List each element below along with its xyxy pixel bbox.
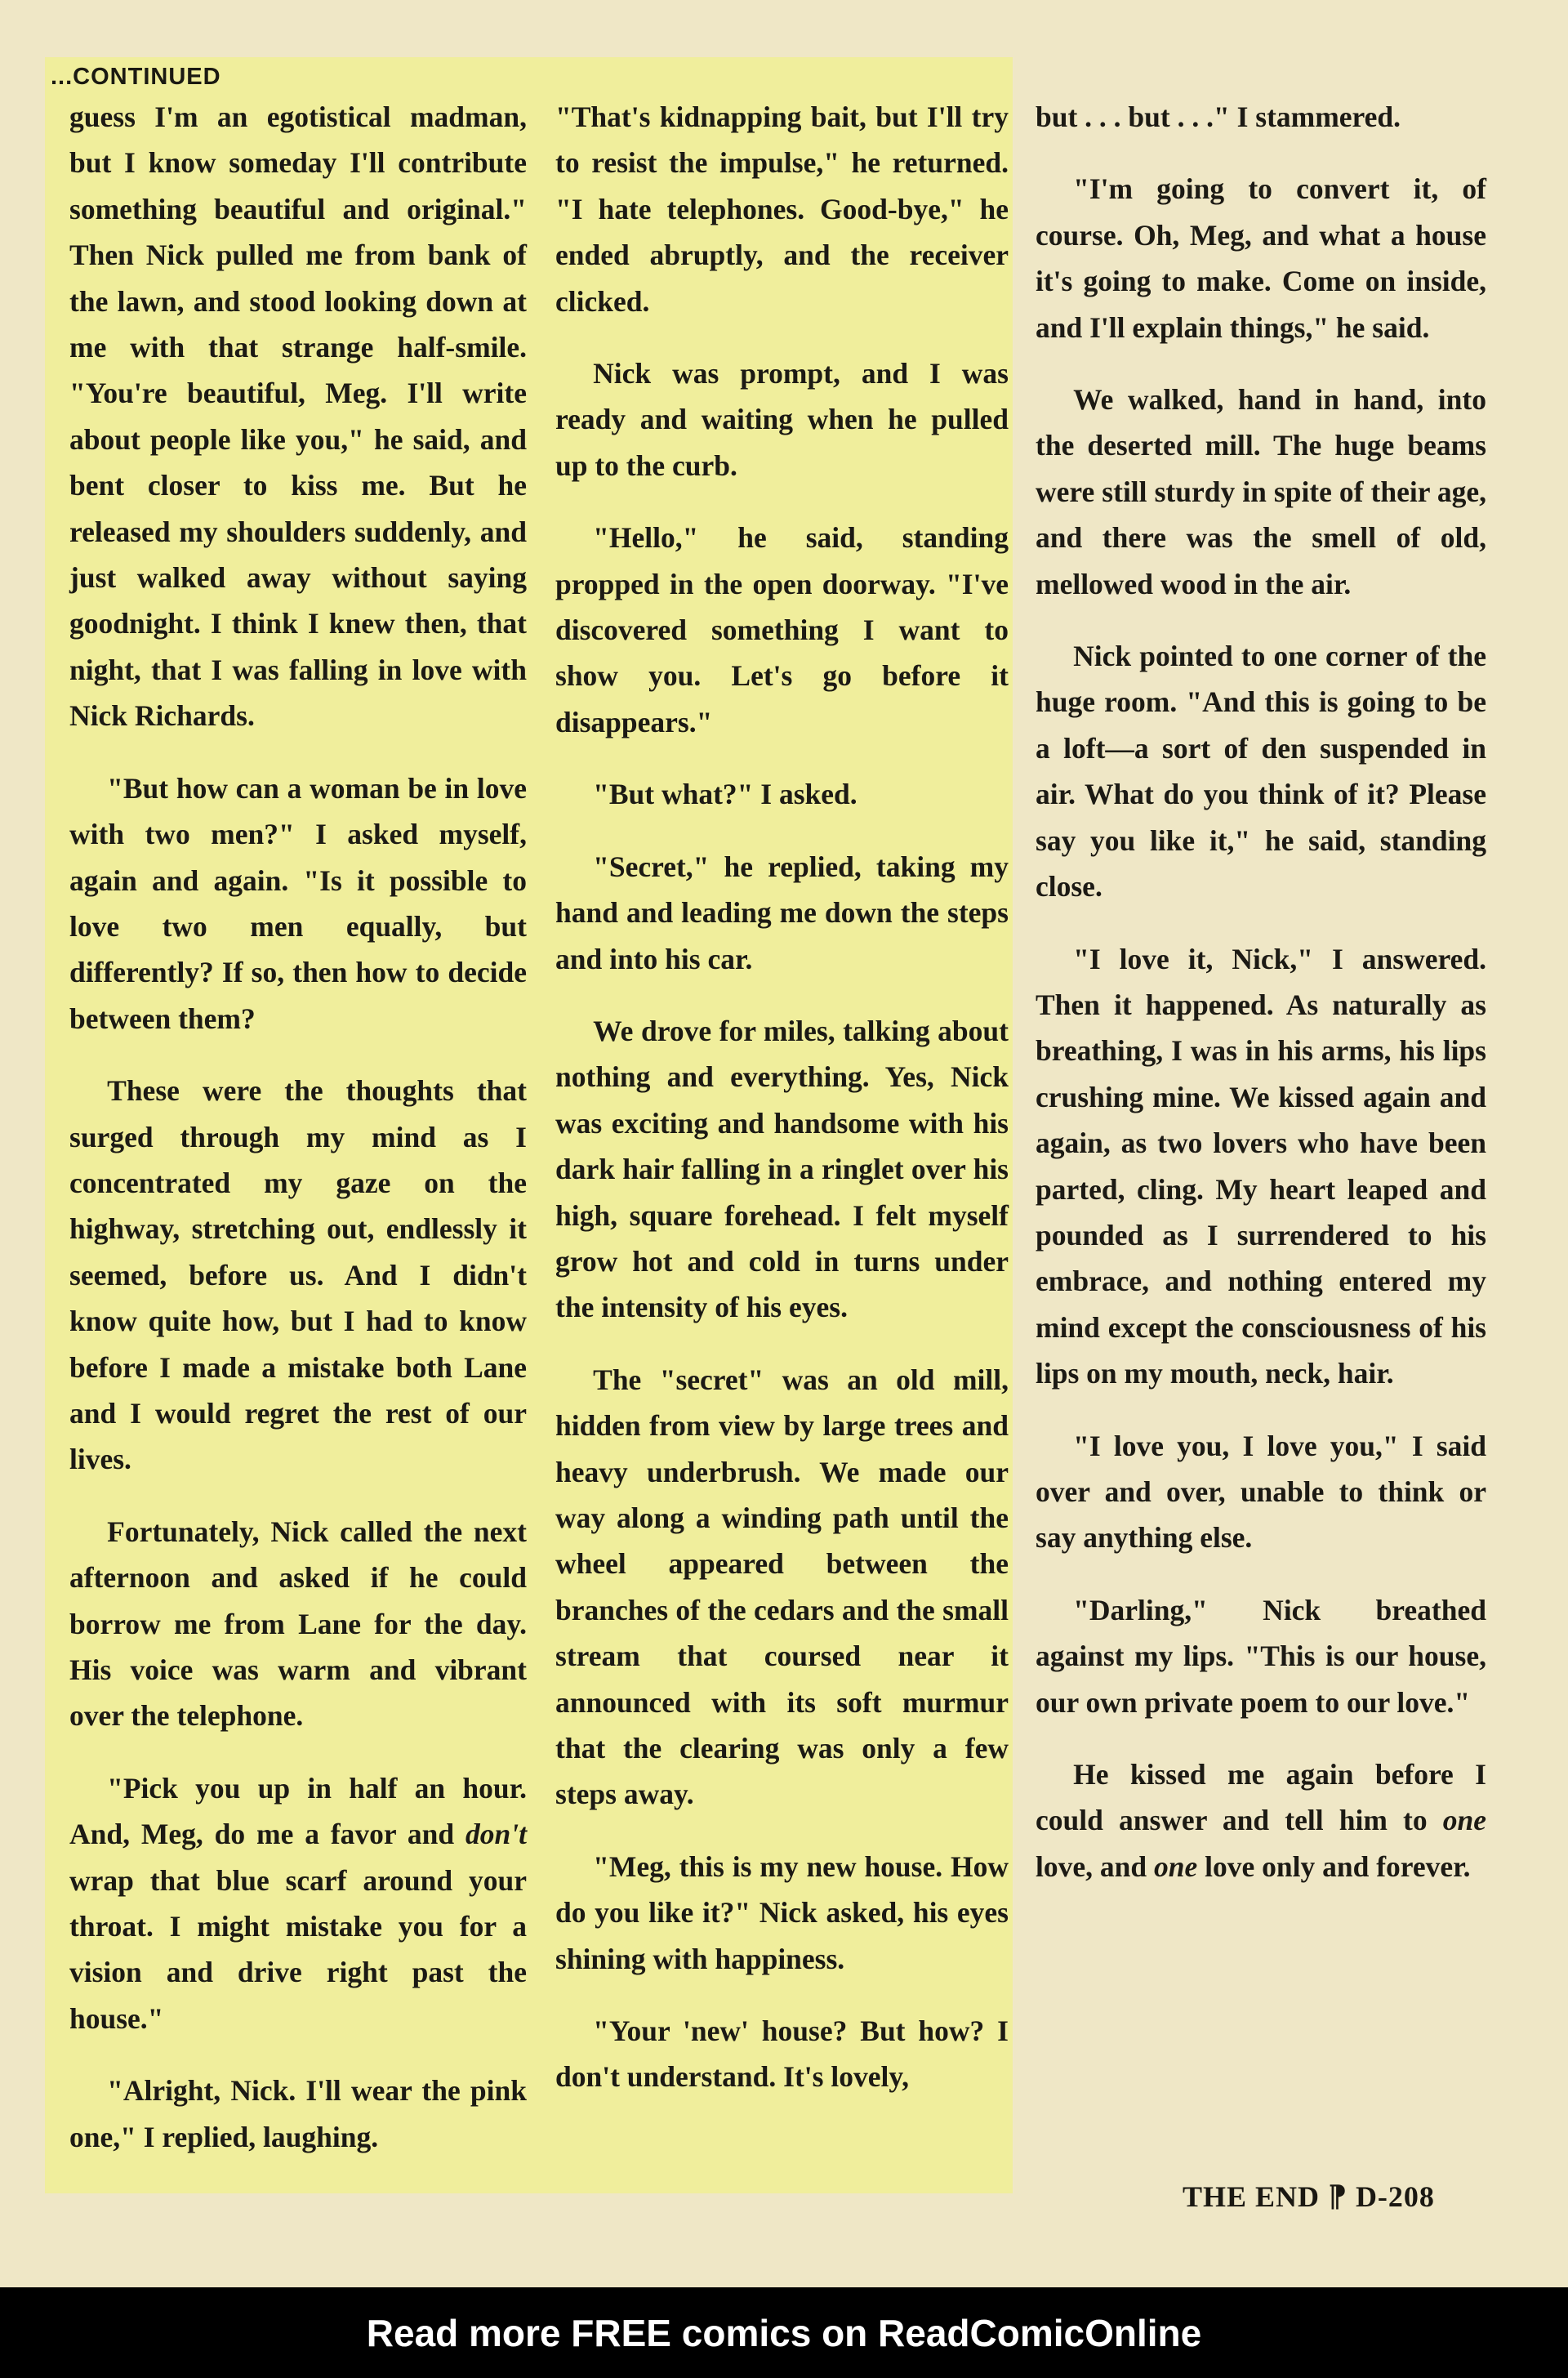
paragraph: but . . . but . . ." I stammered. <box>1036 100 1401 133</box>
the-end-label: THE END ⁋ D-208 <box>1183 2180 1435 2213</box>
paragraph: "That's kidnapping bait, but I'll try to resist the impulse," he returned. "I hate telephones. Good-bye," he ended abruptly, and the receiver clicked. <box>555 100 1009 318</box>
paragraph: We walked, hand in hand, into the deserted mill. The huge beams were still sturdy in spite of their age, and there was the smell of old, mellowed wood in the air. <box>1036 383 1486 600</box>
text-run: He kissed me again before I could answer and tell him to <box>1036 1758 1486 1837</box>
text-column-3 <box>1036 94 1486 1916</box>
paragraph: "Alright, Nick. I'll wear the pink one," I replied, laughing. <box>69 2074 527 2153</box>
paragraph: "Darling," Nick breathed against my lips. "This is our house, our own private poem to our love." <box>1036 1593 1486 1719</box>
paragraph: "I'm going to convert it, of course. Oh, Meg, and what a house it's going to make. Come on inside, and I'll explain things," he said. <box>1036 172 1486 344</box>
paragraph: "Secret," he replied, taking my hand and leading me down the steps and into his car. <box>555 850 1009 975</box>
paragraph: guess I'm an egotistical madman, but I know someday I'll contribute something beautiful and original." Then Nick pulled me from bank of the lawn, and stood looking down at me with that strange half-smile. "You're beautiful, Meg. I'll write about people like you," he said, and bent closer to kiss me. But he released my shoulders suddenly, and just walked away without saying goodnight. I think I knew then, that night, that I was falling in love with Nick Richards. <box>69 100 527 733</box>
text-column-1 <box>69 94 527 2186</box>
promo-banner <box>0 2287 1568 2378</box>
paragraph: "Your 'new' house? But how? I don't understand. It's lovely, <box>555 2014 1009 2094</box>
promo-banner-link[interactable]: Read more FREE comics on ReadComicOnline <box>366 2311 1202 2354</box>
continued-label: ...CONTINUED <box>51 64 221 90</box>
paragraph: Fortunately, Nick called the next afternoon and asked if he could borrow me from Lane for the day. His voice was warm and vibrant over the telephone. <box>69 1515 527 1733</box>
paragraph: Nick was prompt, and I was ready and waiting when he pulled up to the curb. <box>555 357 1009 482</box>
emphasis-one: one <box>1153 1849 1198 1883</box>
paragraph: These were the thoughts that surged through my mind as I concentrated my gaze on the highway, stretching out, endlessly it seemed, before us. And I didn't know quite how, but I had to know before I made a mistake both Lane and I would regret the rest of our lives. <box>69 1074 527 1476</box>
paragraph <box>69 1765 527 2041</box>
text-run: love only and forever. <box>1197 1849 1471 1883</box>
paragraph: "I love you, I love you," I said over and over, unable to think or say anything else. <box>1036 1429 1486 1555</box>
paragraph: "Hello," he said, standing propped in the open doorway. "I've discovered something I want to show you. Let's go before it disappears." <box>555 521 1009 738</box>
paragraph: The "secret" was an old mill, hidden from view by large trees and heavy underbrush. We made our way along a winding path until the wheel appeared between the branches of the cedars and the small stream that coursed near it announced with its soft murmur that the clearing was only a few steps away. <box>555 1363 1009 1811</box>
paragraph: "Meg, this is my new house. How do you like it?" Nick asked, his eyes shining with happiness. <box>555 1849 1009 1975</box>
paragraph: "But how can a woman be in love with two men?" I asked myself, again and again. "Is it possible to love two men equally, but differently? If so, then how to decide between them? <box>69 771 527 1035</box>
emphasis-dont: don't <box>466 1818 527 1851</box>
emphasis-one: one <box>1442 1804 1486 1837</box>
paragraph: Nick pointed to one corner of the huge room. "And this is going to be a loft—a sort of den suspended in air. What do you think of it? Please say you like it," he said, standing close. <box>1036 640 1486 903</box>
text-run: wrap that blue scarf around your throat. I might mistake you for a vision and drive right past the house." <box>69 1863 527 2035</box>
text-run: "Pick you up in half an hour. And, Meg, do me a favor and <box>69 1771 527 1851</box>
text-run: love, and <box>1036 1849 1154 1883</box>
paragraph: We drove for miles, talking about nothing and everything. Yes, Nick was exciting and handsome with his dark hair falling in a ringlet over his high, square forehead. I felt myself grow hot and cold in turns under the intensity of his eyes. <box>555 1014 1009 1324</box>
paragraph: "But what?" I asked. <box>593 778 858 811</box>
text-column-2 <box>555 94 1009 2126</box>
paragraph: "I love it, Nick," I answered. Then it happened. As naturally as breathing, I was in his arms, his lips crushing mine. We kissed again and again, as two lovers who have been parted, cling. My heart leaped and pounded as I surrendered to his embrace, and nothing entered my mind except the consciousness of his lips on my mouth, neck, hair. <box>1036 942 1486 1390</box>
paragraph <box>1036 1751 1486 1889</box>
